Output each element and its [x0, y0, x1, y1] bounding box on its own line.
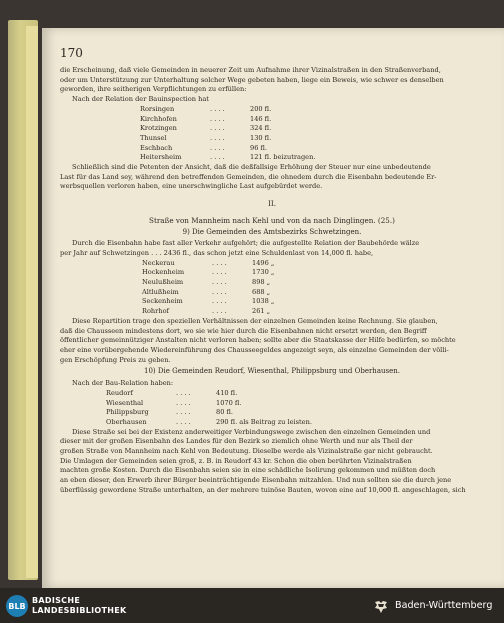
text-line: gen Erschöpfung Preis zu geben. — [60, 355, 171, 364]
text-line: Nach der Relation der Bauinspection hat — [72, 95, 209, 104]
leader-dots: . . . . — [176, 408, 191, 417]
municipality-name: Seckenheim — [142, 297, 183, 306]
amount: 1070 fl. — [216, 398, 242, 407]
list-item — [140, 115, 484, 125]
text-line: die Erscheinung, daß viele Gemeinden in neuerer Zeit um Aufnahme ihrer Vizinalstraßen in den Straßenverband, — [60, 66, 441, 74]
leader-dots: . . . . — [212, 258, 227, 267]
section-roman-numeral: II. — [268, 199, 276, 209]
amount: 688 „ — [252, 287, 271, 296]
amount: 80 fl. — [216, 408, 233, 417]
text-line: geworden, ihre seitherigen Verpflichtungen zu erfüllen: — [60, 85, 247, 94]
municipality-name: Rorsingen — [140, 104, 175, 113]
municipality-name: Neckerau — [142, 258, 175, 267]
list-item — [140, 144, 484, 154]
text-line: eher eine vorübergehende Wiedereinführung des Chausseegeldes angezeigt seyn, als einzelne Gemeinden der völli- — [60, 345, 449, 354]
list-item — [106, 408, 484, 418]
amount: 1730 „ — [252, 268, 275, 277]
text-line: Die Umlagen der Gemeinden seien groß, z. B. in Reudorf 43 kr. Schon die oben berührten Vizinalstraßen — [60, 456, 412, 465]
blb-logo[interactable]: BLB — [6, 595, 28, 617]
paragraph-group-3 — [60, 239, 484, 258]
leader-dots: . . . . — [212, 297, 227, 306]
municipality-name: Altlußheim — [142, 287, 179, 296]
paragraph-group-6 — [60, 428, 484, 496]
municipality-name: Reudorf — [106, 388, 133, 397]
blb-name[interactable] — [32, 596, 127, 616]
paragraph-group-1 — [60, 66, 484, 105]
contribution-list-3 — [106, 389, 484, 428]
blb-name-line2: LANDESBIBLIOTHEK — [32, 606, 127, 615]
list-item — [142, 307, 484, 317]
section-subtitle: 9) Die Gemeinden des Amtsbezirks Schwetzingen. — [182, 227, 362, 236]
leader-dots: . . . . — [210, 114, 225, 123]
text-line: oder um Unterstützung zur Unterhaltung solcher Wege gebeten haben, liege ein Beweis, wie schwer es denselben — [60, 75, 444, 84]
municipality-name: Oberhausen — [106, 417, 147, 426]
amount: 130 fl. — [250, 133, 272, 142]
municipality-name: Neulußheim — [142, 278, 184, 287]
municipality-name: Eschbach — [140, 143, 173, 152]
municipality-name: Kirchhofen — [140, 114, 177, 123]
text-line: dieser mit der großen Eisenbahn des Landes für den Bezirk so ziemlich ohne Werth und nur als Theil der — [60, 437, 413, 446]
blb-name-line1: BADISCHE — [32, 596, 81, 605]
list-item — [142, 268, 484, 278]
contribution-list-2 — [142, 259, 484, 317]
paragraph-group-5 — [60, 379, 484, 389]
text-line: daß die Chausseen mindestens dort, wo sie wie hier durch die Eisenbahnen nicht ersetzt werden, den Begriff — [60, 326, 427, 335]
amount: 1038 „ — [252, 297, 275, 306]
baden-wuerttemberg-lion-icon — [373, 599, 389, 615]
list-item — [140, 153, 484, 163]
text-line: überflüssig gewordene Straße unterhalten, an der mehrere tuinöse Bauten, wovon eine auf 10,000 fl. angeschlagen, sich — [60, 485, 466, 494]
leader-dots: . . . . — [210, 143, 225, 152]
leader-dots: . . . . — [212, 307, 227, 316]
municipality-name: Heitersheim — [140, 153, 182, 162]
amount: 200 fl. — [250, 104, 272, 113]
municipality-name: Krotzingen — [140, 124, 177, 133]
page-number: 170 — [60, 46, 83, 60]
amount: 96 fl. — [250, 143, 267, 152]
municipality-name: Thunsel — [140, 133, 167, 142]
leader-dots: . . . . — [210, 153, 225, 162]
leader-dots: . . . . — [212, 278, 227, 287]
text-line: Schließlich sind die Petenten der Ansicht, daß die deßfallsige Erhöhung der Steuer nur eine unbedeutende — [72, 163, 431, 172]
leader-dots: . . . . — [176, 417, 191, 426]
text-line: werbsquellen verloren haben, eine unerschwingliche Last aufgebürdet werde. — [60, 182, 323, 191]
leader-dots: . . . . — [210, 133, 225, 142]
leader-dots: . . . . — [176, 398, 191, 407]
page-text — [60, 66, 484, 496]
leader-dots: . . . . — [210, 124, 225, 133]
text-line: Nach der Bau-Relation haben: — [72, 379, 174, 388]
list-item — [140, 124, 484, 134]
list-item — [106, 399, 484, 409]
list-item — [142, 288, 484, 298]
book-page-edge — [26, 26, 38, 578]
list-item — [142, 278, 484, 288]
text-line: Diese Repartition trage den speziellen Verhältnissen der einzelnen Gemeinden keine Rechnung. Sie glauben, — [72, 316, 438, 325]
section-subtitle-2: 10) Die Gemeinden Reudorf, Wiesenthal, Philippsburg und Oberhausen. — [144, 367, 400, 376]
book-page — [42, 28, 504, 588]
municipality-name: Rohrhof — [142, 307, 169, 316]
paragraph-group-2 — [60, 163, 484, 192]
text-line: machten große Kosten. Durch die Eisenbahn seien sie in eine schädliche Isolirung gekommen und müßten doch — [60, 466, 436, 475]
amount: 898 „ — [252, 278, 271, 287]
text-line: öffentlicher gemeinnütziger Anstalten nicht verloren haben; sollte aber die Staatskasse der Hilfe bedürfen, so möchte — [60, 336, 456, 345]
amount: 261 „ — [252, 307, 271, 316]
amount: 324 fl. — [250, 124, 272, 133]
leader-dots: . . . . — [212, 268, 227, 277]
list-item — [142, 259, 484, 269]
leader-dots: . . . . — [210, 104, 225, 113]
text-line: großen Straße von Mannheim nach Kehl von Bedeutung. Dieselbe werde als Vizinalstraße gar nicht gebraucht. — [60, 447, 433, 456]
paragraph-group-4 — [60, 317, 484, 366]
text-line: Durch die Eisenbahn habe fast aller Verkehr aufgehört; die aufgestellte Relation der Baubehörde wälze — [72, 239, 420, 248]
text-line: Last für das Land sey, während den betreffenden Gemeinden, die ohnedem durch die Eisenbahn bedeutende Er- — [60, 172, 437, 181]
leader-dots: . . . . — [176, 388, 191, 397]
amount: 290 fl. als Beitrag zu leisten. — [216, 417, 312, 426]
list-item — [140, 105, 484, 115]
municipality-name: Philippsburg — [106, 408, 149, 417]
list-item — [140, 134, 484, 144]
baden-wuerttemberg-label[interactable]: Baden-Württemberg — [395, 600, 493, 611]
list-item — [106, 418, 484, 428]
municipality-name: Hockenheim — [142, 268, 185, 277]
text-line: an eben dieser, den Erwerb ihrer Bürger beeinträchtigende Eisenbahn mitzahlen. Und nun sollten sie die durch jene — [60, 476, 452, 485]
list-item — [142, 297, 484, 307]
list-item — [106, 389, 484, 399]
amount: 410 fl. — [216, 388, 238, 397]
amount: 146 fl. — [250, 114, 272, 123]
municipality-name: Wiesenthal — [106, 398, 144, 407]
section-title: Straße von Mannheim nach Kehl und von da nach Dinglingen. (25.) — [149, 215, 395, 225]
text-line: per Jahr auf Schwetzingen . . . 2436 fl., das schon jetzt eine Schuldenlast von 14,000 fl. habe, — [60, 248, 374, 257]
text-line: Diese Straße sei bei der Existenz anderweitiger Verbindungswege zwischen den einzelnen Gemeinden und — [72, 427, 431, 436]
amount: 121 fl. beizutragen. — [250, 153, 316, 162]
leader-dots: . . . . — [212, 287, 227, 296]
amount: 1496 „ — [252, 258, 275, 267]
contribution-list-1 — [140, 105, 484, 163]
